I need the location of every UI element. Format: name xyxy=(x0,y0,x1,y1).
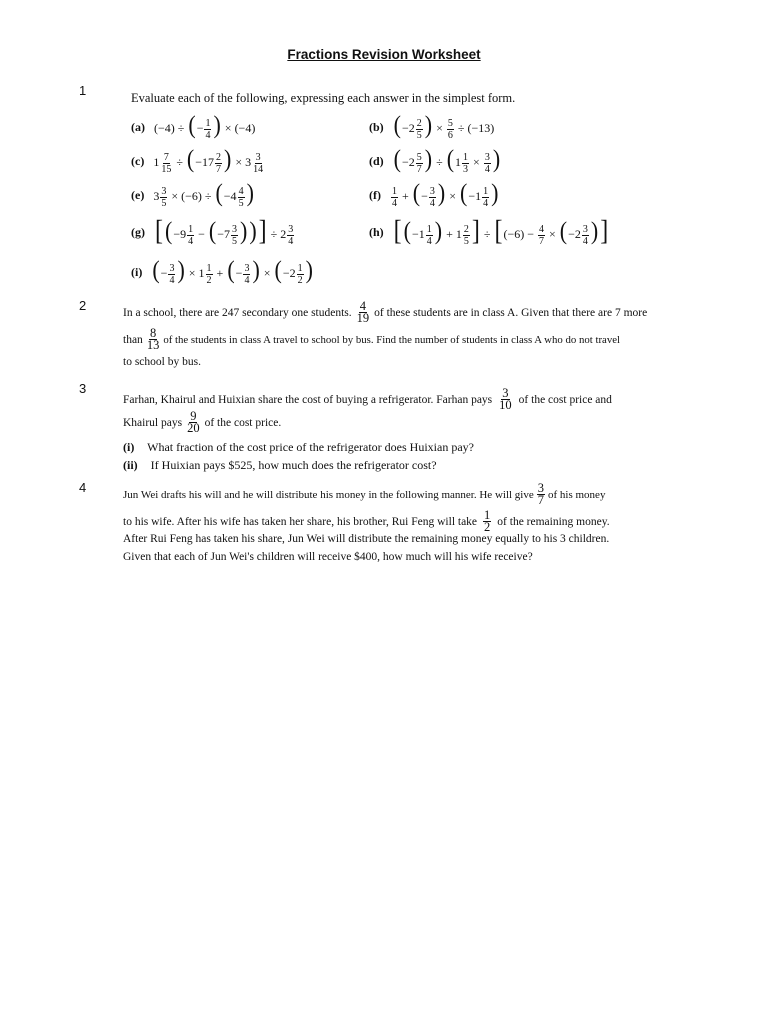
q1-label-g: (g) xyxy=(131,225,145,240)
q1-instruction: Evaluate each of the following, expressing each answer in the simplest form. xyxy=(131,91,516,105)
q3-sub-ii-label: (ii) xyxy=(123,458,138,472)
q4-line-2 xyxy=(123,510,610,533)
q2-text: than xyxy=(123,333,143,346)
q2-fraction-1: $\frac{4}{19}$ xyxy=(356,299,370,325)
q2-line-2 xyxy=(123,328,620,351)
q1-e-expression: 3 $\frac{3}{5}$ × (−6) ÷ (−4 $\frac{4}{5}$ ) xyxy=(153,178,254,209)
q4-line-4 xyxy=(123,551,533,563)
q1-g-expression: [(−9 $\frac{1}{4}$ − (−7 $\frac{3}{5}$ ))] ÷ 2 $\frac{3}{4}$ xyxy=(155,215,294,247)
q1-label-c: (c) xyxy=(131,153,145,168)
q3-fraction-2: $\frac{9}{20}$ xyxy=(187,409,200,435)
q2-fraction-2: $\frac{8}{13}$ xyxy=(146,326,160,352)
q4-text: Jun Wei drafts his will and he will distribute his money in the following manner. He will give xyxy=(123,488,534,501)
question-number-1: 1 xyxy=(79,83,87,98)
q1-label-d: (d) xyxy=(369,153,384,168)
q1-part-i xyxy=(131,255,314,286)
q4-fraction-2: $\frac{1}{2}$ xyxy=(484,508,491,534)
q1-part-h xyxy=(369,215,609,247)
q1-label-a: (a) xyxy=(131,119,145,134)
q3-fraction-1: $\frac{3}{10}$ xyxy=(499,386,512,412)
q2-text: In a school, there are 247 secondary one students. xyxy=(123,306,352,319)
q1-h-expression: [(−1 $\frac{1}{4}$ ) + 1 $\frac{2}{5}$ ] ÷ [(−6) − $\frac{4}{7}$ × (−2 $\frac{3}{4}$ )] xyxy=(393,215,609,247)
q3-sub-i-label: (i) xyxy=(123,440,135,454)
q1-b-expression: (−2 $\frac{2}{5}$ ) × $\frac{5}{6}$ ÷ (−13) xyxy=(393,110,495,141)
q1-part-c xyxy=(131,144,265,175)
question-number-4: 4 xyxy=(79,480,87,495)
q2-text: to school by bus. xyxy=(123,356,201,368)
q3-text: of the cost price and xyxy=(518,393,612,406)
q1-label-f: (f) xyxy=(369,187,381,202)
q3-line-2 xyxy=(123,411,281,434)
q1-label-e: (e) xyxy=(131,187,145,202)
question-number-3: 3 xyxy=(79,381,87,396)
q3-line-1 xyxy=(123,388,612,411)
q1-a-expression: (−4) ÷ (− $\frac{1}{4}$ ) × (−4) xyxy=(154,110,256,141)
q1-d-expression: (−2 $\frac{5}{7}$ ) ÷ (1 $\frac{1}{3}$ × $\frac{3}{4}$ ) xyxy=(393,144,501,175)
q1-part-f xyxy=(369,178,499,209)
q3-text: Farhan, Khairul and Huixian share the cost of buying a refrigerator. Farhan pays xyxy=(123,393,493,406)
q3-sub-ii-text: If Huixian pays $525, how much does the refrigerator cost? xyxy=(150,458,437,472)
q1-part-b xyxy=(369,110,495,141)
q4-text: Given that each of Jun Wei's children will receive $400, how much will his wife receive? xyxy=(123,551,533,563)
q4-line-1 xyxy=(123,483,605,506)
q1-c-expression: 1 $\frac{7}{15}$ ÷ (−17 $\frac{2}{7}$ ) × 3 $\frac{3}{14}$ xyxy=(153,144,264,175)
q4-fraction-1: $\frac{3}{7}$ xyxy=(537,481,544,507)
q1-label-b: (b) xyxy=(369,119,384,134)
q4-text: to his wife. After his wife has taken her share, his brother, Rui Feng will take xyxy=(123,515,478,528)
q3-text: Khairul pays xyxy=(123,416,183,429)
q4-text: of the remaining money. xyxy=(497,515,610,528)
q1-label-h: (h) xyxy=(369,225,384,240)
q3-sub-ii xyxy=(123,458,437,473)
q1-f-expression: $\frac{1}{4}$ + (− $\frac{3}{4}$ ) × (−1 $\frac{1}{4}$ ) xyxy=(392,178,499,209)
q2-text: of the students in class A travel to school by bus. Find the number of students in class A who do not travel xyxy=(163,333,621,346)
q3-text: of the cost price. xyxy=(204,416,282,429)
q2-text: of these students are in class A. Given that there are 7 more xyxy=(374,306,648,319)
q4-text: of his money xyxy=(548,488,606,501)
q3-sub-i xyxy=(123,440,474,455)
page-title: Fractions Revision Worksheet xyxy=(287,47,481,62)
q2-line-3 xyxy=(123,356,201,368)
q4-text: After Rui Feng has taken his share, Jun Wei will distribute the remaining money equally to his 3 children. xyxy=(123,533,610,545)
q1-part-a xyxy=(131,110,256,141)
q2-line-1 xyxy=(123,301,647,324)
q1-part-e xyxy=(131,178,255,209)
question-number-2: 2 xyxy=(79,298,87,313)
q1-i-expression: (− $\frac{3}{4}$ ) × 1 $\frac{1}{2}$ + (− $\frac{3}{4}$ ) × (−2 $\frac{1}{2}$ ) xyxy=(152,255,313,286)
q1-part-d xyxy=(369,144,501,175)
q3-sub-i-text: What fraction of the cost price of the refrigerator does Huixian pay? xyxy=(147,440,474,454)
q1-part-g xyxy=(131,215,295,247)
q4-line-3 xyxy=(123,533,609,545)
q1-label-i: (i) xyxy=(131,264,143,279)
